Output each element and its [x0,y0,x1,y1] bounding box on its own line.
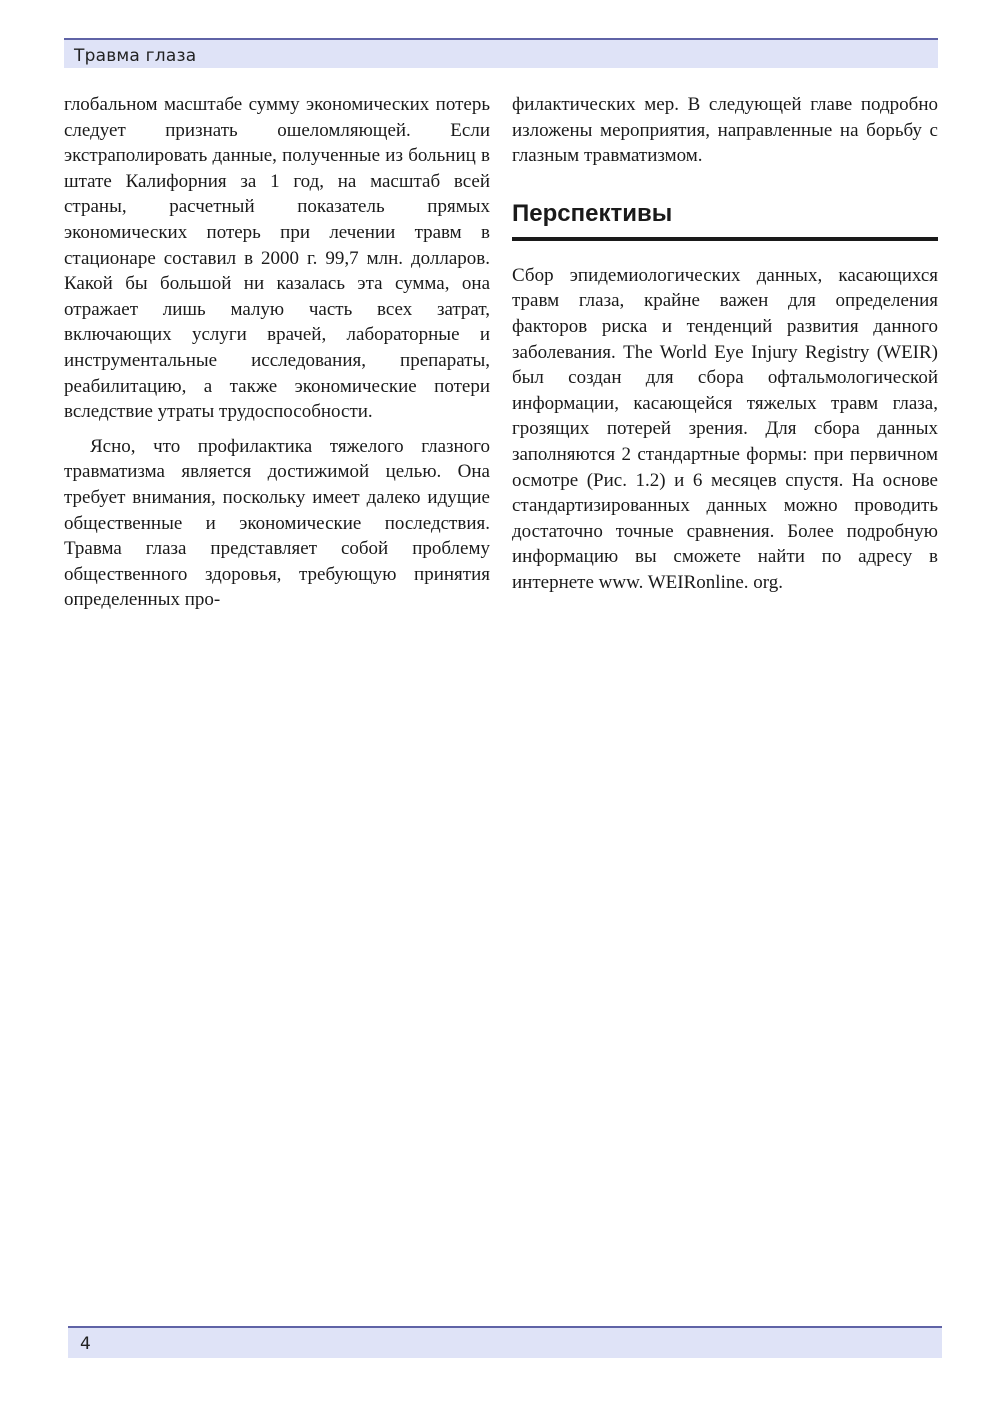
right-paragraph-2: Сбор эпидемиологических данных, касающихся травм глаза, крайне важен для определения факторов риска и тенденций развития данного заболевания. The World Eye Injury Registry (WEIR) был создан для сбора офтальмологической информации, касающейся тяжелых травм глаза, грозящих потерей зрения. Для сбора данных заполняются 2 стандартные формы: при первичном осмотре (Рис. 1.2) и 6 месяцев спустя. На основе стандартизированных данных можно проводить достаточно точные сравнения. Более подробную информацию вы сможете найти по адресу в интернете www. WEIRonline. org. [512,264,938,593]
running-header-title: Травма глаза [74,46,197,66]
right-column [512,92,938,596]
page-footer [68,1326,942,1358]
left-paragraph-1: глобальном масштабе сумму экономических потерь следует признать ошеломляющей. Если экстраполировать данные, полученные из больниц в штате Калифорния за 1 год, на масштаб всей страны, расчетный показатель прямых экономических потерь при лечении травм в стационаре составил в 2000 г. 99,7 млн. долларов. Какой бы большой ни казалась эта сумма, она отражает лишь малую часть всех затрат, включающих услуги врачей, лабораторные и инструментальные исследования, препараты, реабилитацию, а также экономические потери вследствие утраты трудоспособности. [64,94,490,423]
left-column [64,92,490,613]
left-paragraph-2: Ясно, что профилактика тяжелого глазного травматизма является достижимой целью. Она требует внимания, поскольку имеет далеко идущие общественные и экономические последствия. Травма глаза представляет собой проблему общественного здоровья, требующую принятия определенных про- [64,435,490,611]
right-paragraph-1: филактических мер. В следующей главе подробно изложены мероприятия, направленные на борьбу с глазным травматизмом. [512,94,938,167]
section-title-perspectives: Перспективы [512,199,938,241]
running-header [64,38,938,68]
page-number: 4 [80,1334,91,1354]
